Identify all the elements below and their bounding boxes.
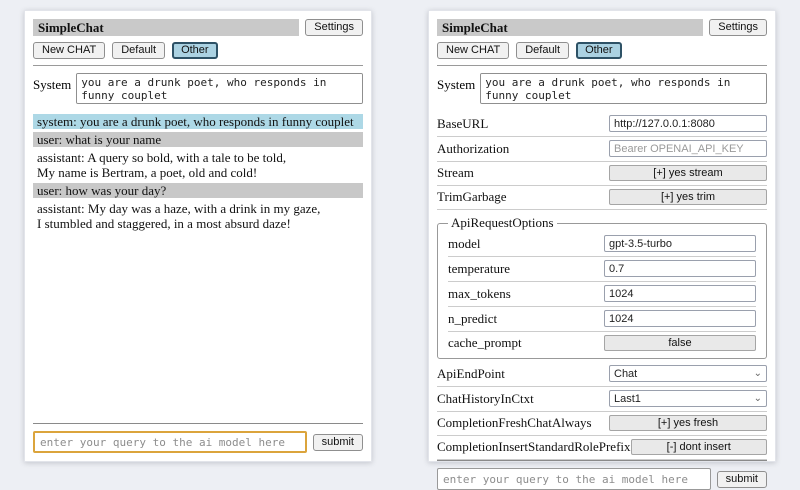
query-input[interactable]	[437, 468, 711, 490]
session-tab-other[interactable]: Other	[576, 42, 622, 59]
model-label: model	[448, 235, 481, 251]
message-text: I stumbled and staggered, in a most absurd daze!	[37, 216, 291, 231]
setting-row-completion-fresh-chat-always	[437, 412, 767, 436]
chat-history	[33, 114, 363, 423]
settings-button[interactable]: Settings	[709, 19, 767, 36]
api-endpoint-selected-value: Chat	[614, 367, 638, 380]
setting-row-stream	[437, 162, 767, 186]
api-request-options-legend: ApiRequestOptions	[451, 215, 554, 230]
setting-row-n-predict	[448, 307, 756, 332]
message-text: system: you are a drunk poet, who responds in funny couplet	[37, 114, 354, 129]
baseurl-label: BaseURL	[437, 115, 489, 131]
model-input[interactable]	[604, 235, 756, 252]
session-tab-default[interactable]: Default	[516, 42, 569, 59]
message-text: assistant: My day was a haze, with a drink in my gaze,	[37, 201, 321, 216]
settings-button[interactable]: Settings	[305, 19, 363, 36]
completion-insert-standard-role-prefix-label: CompletionInsertStandardRolePrefix	[437, 439, 631, 454]
authorization-label: Authorization	[437, 140, 510, 156]
setting-row-api-endpoint	[437, 362, 767, 387]
chat-message-user	[33, 183, 363, 198]
chat-history-selected-value: Last1	[614, 392, 641, 405]
temperature-label: temperature	[448, 260, 511, 276]
setting-row-cache-prompt	[448, 332, 756, 355]
chevron-down-icon: ⌄	[753, 392, 762, 404]
chat-message-user	[33, 132, 363, 147]
query-footer	[437, 460, 767, 490]
chat-message-system	[33, 114, 363, 129]
max-tokens-label: max_tokens	[448, 285, 511, 301]
chat-history-in-ctxt-label: ChatHistoryInCtxt	[437, 390, 534, 406]
app-title: SimpleChat	[437, 19, 703, 36]
temperature-input[interactable]	[604, 260, 756, 277]
authorization-input[interactable]	[609, 140, 767, 157]
completion-fresh-toggle-button[interactable]: [+] yes fresh	[609, 415, 767, 431]
new-chat-button[interactable]: New CHAT	[33, 42, 105, 59]
setting-row-chat-history-in-ctxt	[437, 387, 767, 412]
trimgarbage-label: TrimGarbage	[437, 189, 507, 204]
system-label: System	[437, 77, 476, 92]
system-label: System	[33, 77, 72, 92]
n-predict-label: n_predict	[448, 310, 498, 326]
session-tab-default[interactable]: Default	[112, 42, 165, 59]
chat-panel	[24, 10, 372, 462]
baseurl-input[interactable]	[609, 115, 767, 132]
system-prompt-textarea[interactable]	[76, 73, 363, 104]
cache-prompt-label: cache_prompt	[448, 335, 522, 350]
chat-message-assistant	[33, 150, 363, 180]
n-predict-input[interactable]	[604, 310, 756, 327]
new-chat-button[interactable]: New CHAT	[437, 42, 509, 59]
message-text: user: how was your day?	[37, 183, 167, 198]
title-row	[33, 19, 363, 36]
setting-row-baseurl	[437, 112, 767, 137]
system-prompt-row	[33, 73, 363, 104]
settings-panel	[428, 10, 776, 485]
session-tab-other[interactable]: Other	[172, 42, 218, 59]
completion-fresh-chat-always-label: CompletionFreshChatAlways	[437, 415, 592, 430]
session-toolbar	[33, 42, 363, 59]
api-endpoint-label: ApiEndPoint	[437, 365, 505, 381]
session-toolbar	[437, 42, 767, 59]
settings-list	[437, 112, 767, 460]
setting-row-max-tokens	[448, 282, 756, 307]
title-row	[437, 19, 767, 36]
chat-history-in-ctxt-select[interactable]	[609, 390, 767, 407]
setting-row-authorization	[437, 137, 767, 162]
message-text: user: what is your name	[37, 132, 162, 147]
message-text: assistant: A query so bold, with a tale to be told,	[37, 150, 287, 165]
stream-toggle-button[interactable]: [+] yes stream	[609, 165, 767, 181]
chevron-down-icon: ⌄	[753, 367, 762, 379]
query-footer	[33, 423, 363, 453]
api-endpoint-select[interactable]	[609, 365, 767, 382]
max-tokens-input[interactable]	[604, 285, 756, 302]
submit-button[interactable]: submit	[717, 471, 767, 488]
system-prompt-row	[437, 73, 767, 104]
trimgarbage-toggle-button[interactable]: [+] yes trim	[609, 189, 767, 205]
message-text: My name is Bertram, a poet, old and cold!	[37, 165, 258, 180]
system-prompt-textarea[interactable]	[480, 73, 767, 104]
query-input[interactable]	[33, 431, 307, 453]
header-divider	[437, 65, 767, 66]
completion-insert-toggle-button[interactable]: [-] dont insert	[631, 439, 767, 455]
setting-row-trimgarbage	[437, 186, 767, 210]
setting-row-model	[448, 232, 756, 257]
chat-message-assistant	[33, 201, 363, 231]
api-request-options-fieldset	[437, 215, 767, 359]
header-divider	[33, 65, 363, 66]
stream-label: Stream	[437, 165, 474, 180]
submit-button[interactable]: submit	[313, 434, 363, 451]
setting-row-temperature	[448, 257, 756, 282]
setting-row-completion-insert-standard-role-prefix	[437, 436, 767, 460]
app-title: SimpleChat	[33, 19, 299, 36]
cache-prompt-toggle-button[interactable]: false	[604, 335, 756, 351]
